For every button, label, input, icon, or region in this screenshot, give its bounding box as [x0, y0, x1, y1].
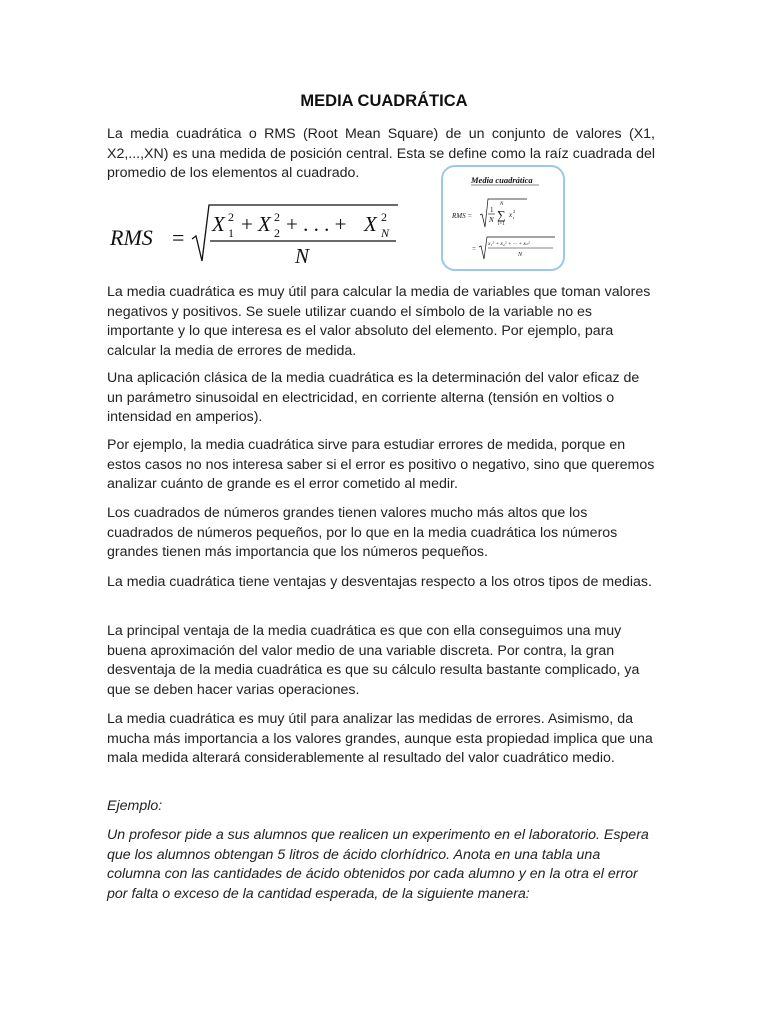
document-title: MEDIA CUADRÁTICA: [300, 92, 468, 110]
paragraph-3: Por ejemplo, la media cuadrática sirve para estudiar errores de medida, porque en estos casos no nos interesa saber si el error es positivo o negativo, sino que queremos analizar cuánto de grande es el error cometido al medir.: [107, 437, 655, 492]
svg-text:i=1: i=1: [498, 222, 505, 227]
num-dots: + . . . +: [286, 212, 347, 236]
num-x1-sub: 1: [228, 226, 234, 240]
formula-denominator: N: [295, 244, 310, 265]
example-label: Ejemplo:: [107, 798, 163, 814]
num-x2-sup: 2: [274, 210, 280, 224]
num-xn: X: [364, 212, 377, 236]
svg-text:2: 2: [513, 209, 516, 214]
paragraph-2: Una aplicación clásica de la media cuadrática es la determinación del valor eficaz de un parámetro sinusoidal en electricidad, en corriente alterna (tensión en voltios o intensidad en amperios).: [107, 370, 640, 425]
num-xn-sub: N: [381, 226, 390, 240]
svg-text:1: 1: [490, 206, 494, 214]
num-plus-1: +: [241, 212, 253, 236]
sum-sign-icon: ∑: [497, 208, 506, 222]
num-x2-sub: 2: [274, 226, 280, 240]
svg-text:N: N: [489, 216, 494, 224]
rms-formula: [108, 203, 408, 265]
svg-text:=: =: [472, 245, 476, 253]
paragraph-7: La media cuadrática es muy útil para analizar las medidas de errores. Asimismo, da mucha más importancia a los valores grandes, aunque esta propiedad implica que una mala medida alterará considerablemente al resultado del valor cuadrático medio.: [107, 711, 653, 766]
formula-image-caption: Media cuadrática: [471, 175, 533, 185]
paragraph-6: La principal ventaja de la media cuadrática es que con ella conseguimos una muy buena aproximación del valor medio de una variable discreta. Por contra, la gran desventaja de la media cuadrática es que su cálculo resulta bastante complicado, ya que se deben hacer varias operaciones.: [107, 623, 640, 698]
formula-lhs: RMS: [110, 225, 153, 250]
svg-text:x: x: [509, 211, 513, 219]
paragraph-4: Los cuadrados de números grandes tienen valores mucho más altos que los cuadrados de números pequeños, por lo que en la media cuadrática los números grandes tienen más importancia que los números pequeños.: [107, 505, 618, 560]
formula-image-lhs: RMS =: [452, 212, 473, 220]
example-text: Un profesor pide a sus alumnos que realicen un experimento en el laboratorio. Espera que los alumnos obtengan 5 litros de ácido clorhídrico. Anota en una tabla una columna con las cantidades de ácido obtenidos por cada alumno y en la otra el error por falta o exceso de la cantidad esperada, de la siguiente manera:: [107, 827, 649, 902]
num-xn-sup: 2: [381, 210, 387, 224]
svg-text:N: N: [518, 252, 523, 258]
num-x2: X: [258, 212, 271, 236]
num-x1-sup: 2: [228, 210, 234, 224]
svg-text:x₁² + x₂² + ··· + xₙ²: x₁² + x₂² + ··· + xₙ²: [488, 241, 530, 247]
formula-image-box: [441, 165, 565, 271]
paragraph-1: La media cuadrática es muy útil para calcular la media de variables que toman valores negativos y positivos. Se suele utilizar cuando el símbolo de la variable no es importante y lo que interesa es el valor absoluto del elemento. Por ejemplo, para calcular la media de errores de medida.: [107, 284, 651, 359]
intro-paragraph: La media cuadrática o RMS (Root Mean Square) de un conjunto de valores (X1, X2,...,XN) es una medida de posición central. Esta se define como la raíz cuadrada del promedio de los elementos al cuadrado.: [107, 126, 655, 181]
svg-text:i: i: [513, 215, 515, 220]
paragraph-5: La media cuadrática tiene ventajas y desventajas respecto a los otros tipos de medias.: [107, 574, 652, 590]
formula-equals: =: [172, 225, 185, 250]
num-x1: X: [212, 212, 225, 236]
svg-text:N: N: [500, 202, 504, 207]
